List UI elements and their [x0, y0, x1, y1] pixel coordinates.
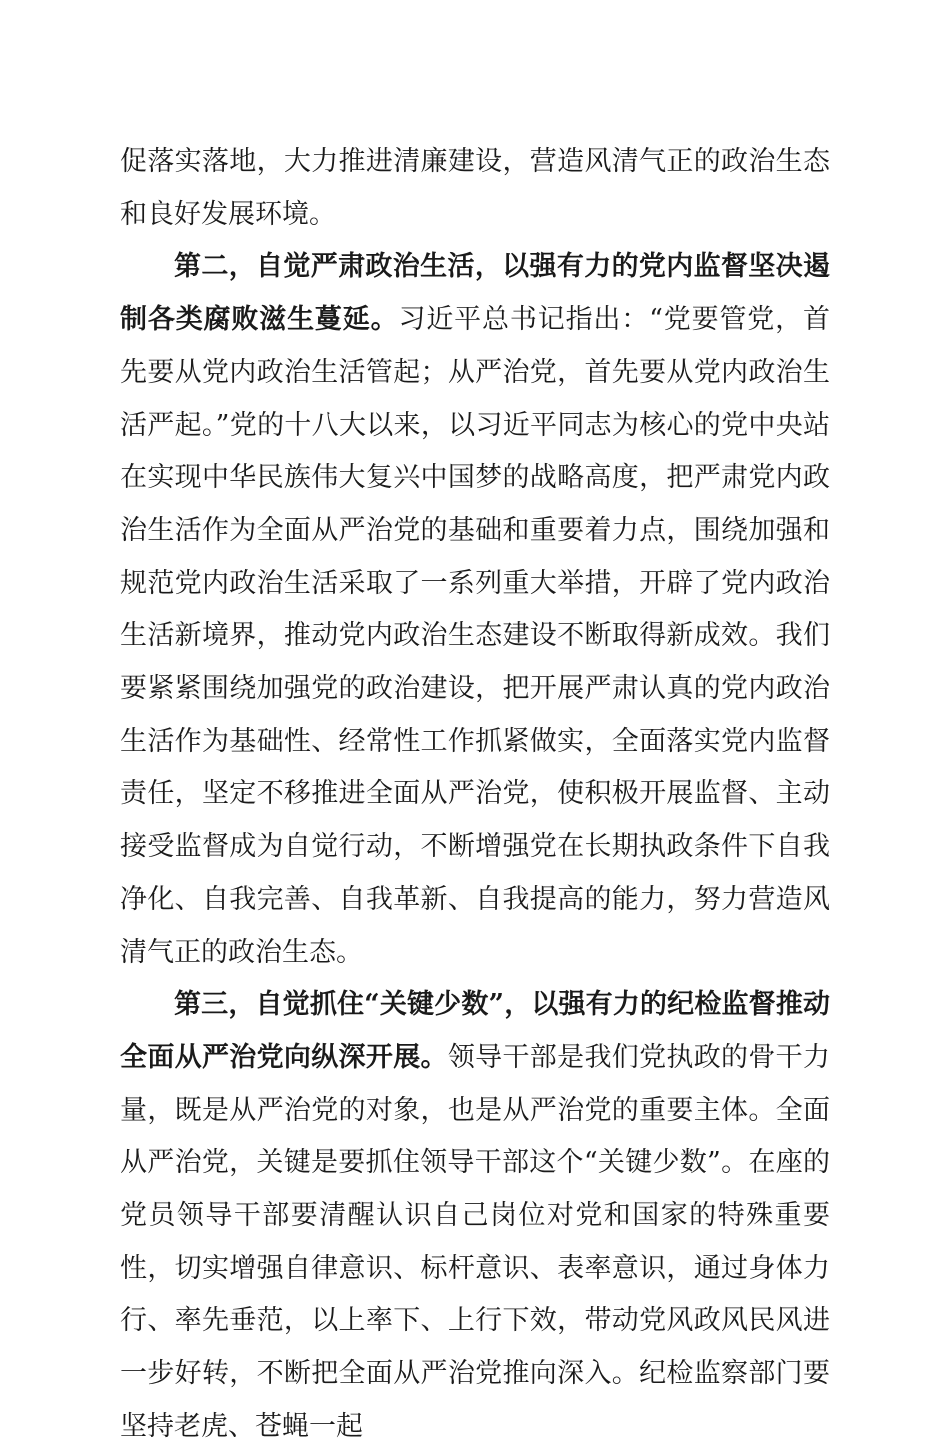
paragraph-point-three: [120, 979, 830, 1453]
paragraph-text: 促落实落地，大力推进清廉建设，营造风清气正的政治生态和良好发展环境。: [120, 146, 830, 230]
document-page: [120, 136, 830, 1454]
paragraph-text: 领导干部是我们党执政的骨干力量，既是从严治党的对象，也是从严治党的重要主体。全面从严治党，关键是要抓住领导干部这个“关键少数”。在座的党员领导干部要清醒认识自己岗位对党和国家的特殊重要性，切实增强自律意识、标杆意识、表率意识，通过身体力行、率先垂范，以上率下、上行下效，带动党风政风民风进一步好转，不断把全面从严治党推向深入。纪检监察部门要坚持老虎、苍蝇一起: [120, 1041, 831, 1442]
paragraph-continuation: [120, 136, 830, 241]
paragraph-point-two: [120, 241, 830, 979]
paragraph-text: 习近平总书记指出：“党要管党，首先要从党内政治生活管起；从严治党，首先要从党内政治生活严起。”党的十八大以来，以习近平同志为核心的党中央站在实现中华民族伟大复兴中国梦的战略高度，把严肃党内政治生活作为全面从严治党的基础和重要着力点，围绕加强和规范党内政治生活采取了一系列重大举措，开辟了党内政治生活新境界，推动党内政治生态建设不断取得新成效。我们要紧紧围绕加强党的政治建设，把开展严肃认真的党内政治生活作为基础性、经常性工作抓紧做实，全面落实党内监督责任，坚定不移推进全面从严治党，使积极开展监督、主动接受监督成为自觉行动，不断增强党在长期执政条件下自我净化、自我完善、自我革新、自我提高的能力，努力营造风清气正的政治生态。: [120, 304, 830, 968]
paragraph-lead-heading: 第二，自觉严肃政治生活，以强有力的党内监督坚决遏制各类腐败滋生蔓延。: [120, 251, 830, 336]
paragraph-lead-heading: 第三，自觉抓住“关键少数”，以强有力的纪检监督推动全面从严治党向纵深开展。: [120, 989, 830, 1073]
